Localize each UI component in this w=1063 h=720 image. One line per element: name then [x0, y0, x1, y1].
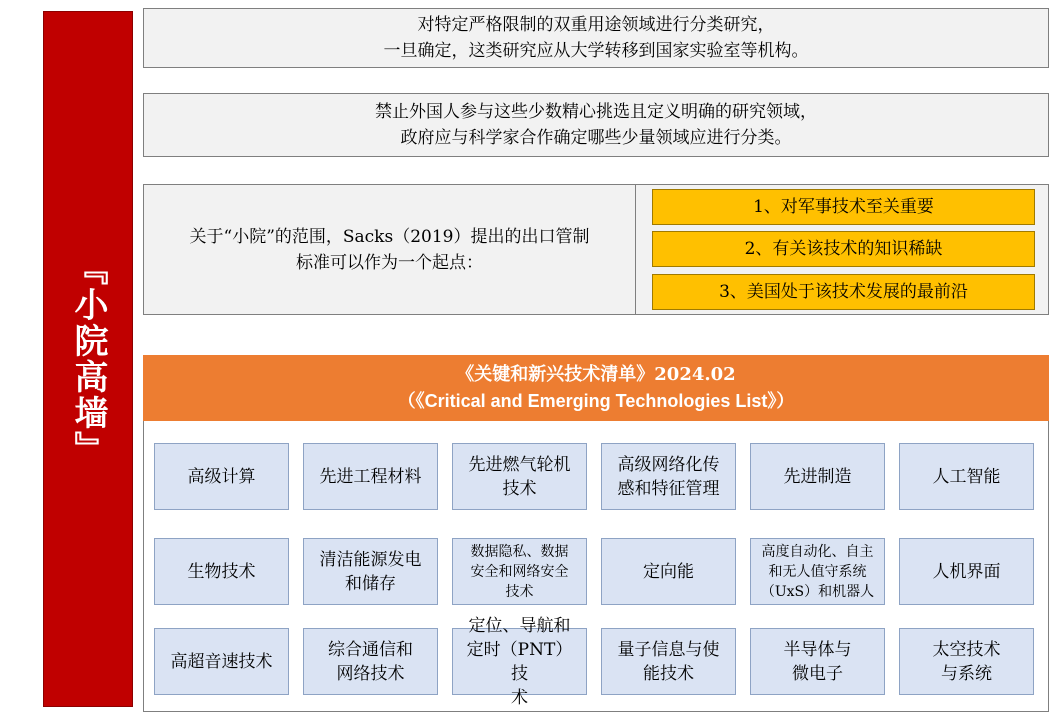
- technology-item: 半导体与 微电子: [750, 628, 885, 695]
- list-title-cn: 《关键和新兴技术清单》2024.02: [456, 364, 736, 385]
- technology-item: 高度自动化、自主 和无人值守系统 （UxS）和机器人: [750, 538, 885, 605]
- criteria-section: [143, 184, 1049, 315]
- technology-item: 太空技术 与系统: [899, 628, 1034, 695]
- technology-item: 人工智能: [899, 443, 1034, 510]
- technology-item: 数据隐私、数据 安全和网络安全 技术: [452, 538, 587, 605]
- side-banner: [43, 11, 133, 707]
- technology-item: 先进燃气轮机 技术: [452, 443, 587, 510]
- criteria-intro-line-2: 标准可以作为一个起点：: [296, 252, 483, 273]
- technology-item: 人机界面: [899, 538, 1034, 605]
- technology-item: 先进工程材料: [303, 443, 438, 510]
- list-title-en: （《Critical and Emerging Technologies List》）: [397, 391, 795, 411]
- criterion-1: 1、对军事技术至关重要: [652, 189, 1035, 225]
- technology-item: 量子信息与使 能技术: [601, 628, 736, 695]
- technology-item: 生物技术: [154, 538, 289, 605]
- technology-item: 高级计算: [154, 443, 289, 510]
- technology-item: 先进制造: [750, 443, 885, 510]
- technology-item: 清洁能源发电 和储存: [303, 538, 438, 605]
- criteria-intro-line-1: 关于“小院”的范围，Sacks（2019）提出的出口管制: [189, 226, 590, 247]
- technology-item: 高级网络化传 感和特征管理: [601, 443, 736, 510]
- criterion-3: 3、美国处于该技术发展的最前沿: [652, 274, 1035, 310]
- technology-item: 高超音速技术: [154, 628, 289, 695]
- technology-list-panel: [143, 355, 1049, 712]
- technology-list-header: [143, 355, 1049, 421]
- statement-box-2: [143, 93, 1049, 157]
- statement-1-line-1: 对特定严格限制的双重用途领域进行分类研究，: [417, 15, 775, 35]
- technology-item: 定向能: [601, 538, 736, 605]
- technology-item: 定位、导航和 定时（PNT）技 术: [452, 628, 587, 695]
- statement-2-line-1: 禁止外国人参与这些少数精心挑选且定义明确的研究领域，: [375, 102, 817, 122]
- side-title: 『小院高墙』: [68, 251, 108, 467]
- statement-1-line-2: 一旦确定，这类研究应从大学转移到国家实验室等机构。: [383, 41, 809, 61]
- technology-item: 综合通信和 网络技术: [303, 628, 438, 695]
- statement-2-line-2: 政府应与科学家合作确定哪些少量领域应进行分类。: [400, 128, 792, 148]
- criterion-2: 2、有关该技术的知识稀缺: [652, 231, 1035, 267]
- criteria-intro: [144, 185, 636, 314]
- statement-box-1: [143, 8, 1049, 68]
